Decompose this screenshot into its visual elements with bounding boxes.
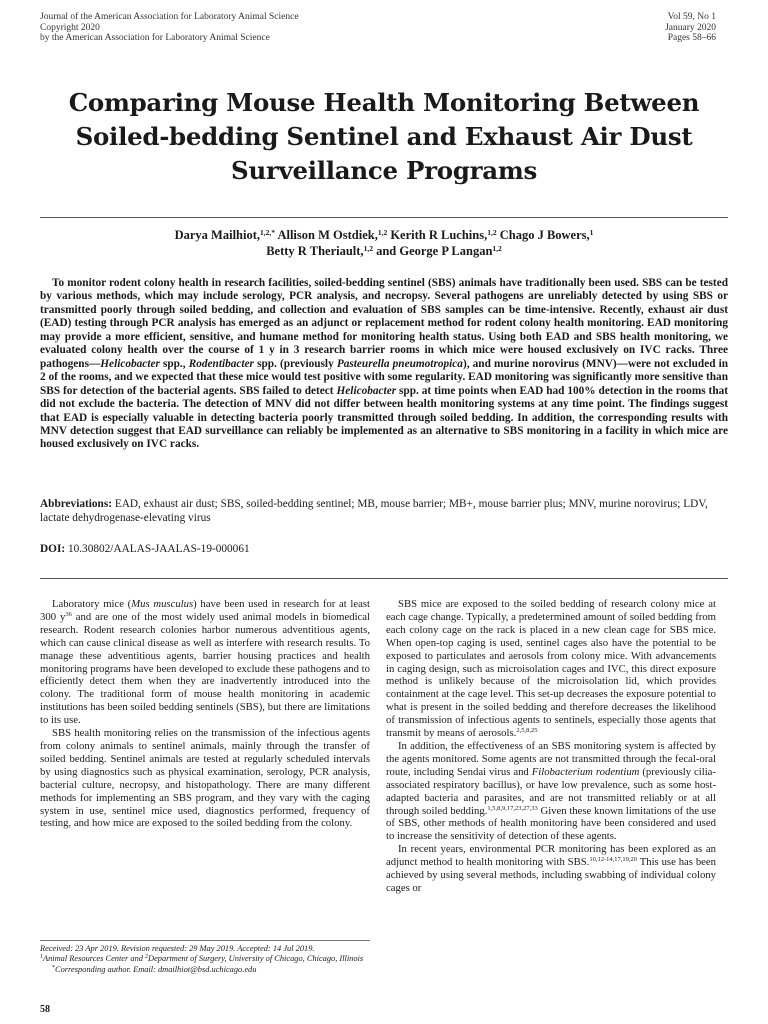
abstract-text: spp. (previously [253, 357, 337, 370]
body-paragraph [386, 598, 716, 740]
body-text: In recent years, environmental PCR monitoring has been explored as an adjunct method to health monitoring with SBS. [386, 843, 716, 869]
footnotes [40, 944, 370, 975]
doi-label: DOI: [40, 543, 66, 555]
abstract-text: spp. at time points when EAD had 100% detection in the rooms that did not exclude the bacteria. The detection of MNV did not differ between health monitoring systems at any time point. The findings suggest that EAD is especially valuable in detecting bacteria poorly transmitted through soiled bedding. In addition, the corresponding results with MNV detection suggest that EAD surveillance can reliably be implemented as an alternative to SBS monitoring in a facility in which mice are housed exclusively on IVC racks. [40, 384, 729, 451]
issue-info [665, 12, 716, 44]
abstract-taxon: Pasteurella pneumotropica [336, 357, 463, 370]
body-column-right [386, 598, 716, 895]
body-column-left [40, 598, 370, 830]
author-affiliation: 1,2 [363, 243, 373, 253]
body-paragraph [386, 843, 716, 895]
body-divider [40, 578, 728, 579]
author-line-2 [40, 244, 728, 260]
journal-header [40, 12, 299, 44]
body-text: and are one of the most widely used animal models in biomedical research. Rodent research colonies harbor numerous adventitious agents, which can cause clinical disease as well as interfere with research results. To manage these adventitious agents, barrier housing practices and health monitoring programs have been developed to exclude these pathogens and to efficiently detect them when they are inadvertently introduced into the colony. The traditional form of mouse health monitoring in academic institutions has been soiled bedding sentinels (SBS), but there are limitations to its use. [40, 610, 371, 727]
affiliations [40, 954, 370, 964]
body-text: SBS mice are exposed to the soiled bedding of research colony mice at each cage change. Typically, a predetermined amount of soiled bedding from each colony cage on the rack is placed in a new clean cage for SBS mice. When open-top caging is used, sentinel cages also have the potential to be exposed to particulates and aerosols from colony mice. With advancements in caging design, such as microisolation cages and IVC, this direct exposure method is unlikely because of the microisolation lid, which provides containment at the cage level. This set-up decreases the exposure potential to what is present in the soiled bedding and therefore decreases the likelihood of transmission of infectious agents to sentinels, especially those agents that transmit by means of aerosols. [386, 598, 716, 740]
abbreviations-label: Abbreviations: [40, 498, 112, 510]
body-paragraph: SBS health monitoring relies on the transmission of the infectious agents from colony animals to sentinel animals, mainly through the transfer of soiled bedding. Sentinel animals are tested at regularly scheduled intervals by using diagnostics such as physical examination, serology, PCR analysis, bacterial culture, necropsy, and histopathology. There are many different methods for implementing an SBS program, and they vary with the caging system in use, sentinel mice used, diagnostics performed, frequency of testing, and how mice are exposed to the soiled bedding from the colony. [40, 727, 370, 830]
corresponding-author [40, 965, 370, 975]
author-list [40, 228, 728, 259]
body-paragraph [386, 740, 716, 843]
author-name: Kerith R Luchins, [390, 228, 488, 242]
abstract-taxon: Helicobacter [336, 384, 397, 397]
abstract-taxon: Rodentibacter [188, 357, 254, 370]
journal-name: Journal of the American Association for Laboratory Animal Science [40, 12, 299, 22]
affiliation-text: Department of Surgery, University of Chicago, Chicago, Illinois [148, 954, 364, 964]
citation-ref[interactable]: 1,5,8,9,17,23,27,33 [487, 804, 538, 812]
author-name: and George P Langan [376, 243, 493, 258]
author-line-1 [40, 228, 728, 244]
corresponding-marker: * [52, 964, 55, 971]
issue-date: January 2020 [665, 22, 716, 33]
author-affiliation: 1,2 [377, 228, 388, 237]
author-name: Allison M Ostdiek, [277, 228, 378, 242]
body-taxon: Mus musculus [131, 598, 194, 610]
footnote-divider [40, 940, 370, 941]
abstract-text: spp., [159, 357, 189, 370]
title-divider [40, 217, 728, 218]
publisher-line: by the American Association for Laboratory Animal Science [40, 33, 270, 44]
abbreviations [40, 497, 728, 525]
corresponding-text[interactable]: Corresponding author. Email: dmailhiot@bsd.uchicago.edu [55, 964, 257, 974]
doi-link[interactable]: 10.30802/AALAS-JAALAS-19-000061 [67, 543, 250, 555]
volume-issue: Vol 59, No 1 [667, 12, 716, 22]
body-text: This use has been achieved by using several methods, including swabbing of individual colony cages or [386, 856, 716, 894]
body-text: ) have been used in research for at least 300 y [40, 598, 371, 623]
article-title: Comparing Mouse Health Monitoring Between Soiled-bedding Sentinel and Exhaust Air Dust Surveillance Programs [68, 88, 700, 185]
abstract-taxon: Helicobacter [100, 357, 160, 370]
affiliation-marker: 2 [145, 954, 149, 961]
received-dates: Received: 23 Apr 2019. Revision requested: 29 May 2019. Accepted: 14 Jul 2019. [40, 944, 315, 953]
abstract [40, 277, 728, 452]
doi [40, 542, 728, 556]
author-affiliation: 1 [589, 228, 594, 237]
body-text: In addition, the effectiveness of an SBS monitoring system is affected by the agents monitored. Some agents are not transmitted through the fecal-oral route, including Sendai virus and [386, 739, 716, 778]
author-affiliation: 1,2 [492, 243, 502, 253]
abstract-text: ), and murine norovirus (MNV)—were not excluded in 2 of the rooms, and we expected that these mice would test positive with some regularity. EAD monitoring was significantly more sensitive than SBS for detection of the bacterial agents. SBS failed to detect [40, 357, 729, 397]
page-range: Pages 58–66 [667, 33, 716, 44]
author-affiliation: 1,2,* [260, 228, 276, 237]
body-paragraph [40, 598, 370, 727]
citation-ref[interactable]: 36 [65, 610, 72, 618]
citation-ref[interactable]: 10,12-14,17,19,20 [589, 856, 638, 864]
affiliation-text: Animal Resources Center and [43, 954, 146, 964]
page-number: 58 [40, 1004, 50, 1015]
body-text: Given these known limitations of the use of SBS, other methods of health monitoring have been considered and used to increase the sensitivity of detection of these agents. [386, 804, 716, 843]
copyright-line: Copyright 2020 [40, 22, 100, 33]
body-taxon: Filobacterium rodentium [531, 765, 640, 778]
abbreviations-text: EAD, exhaust air dust; SBS, soiled-bedding sentinel; MB, mouse barrier; MB+, mouse barrier plus; MNV, murine norovirus; LDV, lactate dehydrogenase-elevating virus [40, 498, 708, 524]
body-text: Laboratory mice ( [52, 598, 132, 610]
abstract-text: To monitor rodent colony health in research facilities, soiled-bedding sentinel (SBS) animals have traditionally been used. SBS can be tested by various methods, which may include serology, PCR analysis, and necropsy. Several pathogens are unreliably detected by using SBS or transmitted poorly through soiled bedding, and collection and evaluation of SBS samples can be time-intensive. Recently, exhaust air dust (EAD) testing through PCR analysis has emerged as an adjunct or replacement method for rodent colony health monitoring. EAD monitoring may provide a more efficient, sensitive, and humane method for monitoring health status. Using both EAD and SBS health monitoring, we evaluated colony health over the course of 1 y in 3 research barrier rooms in which mice were housed exclusively on IVC racks. Three pathogens— [40, 277, 728, 370]
citation-ref[interactable]: 2,5,8,25 [516, 727, 538, 735]
author-name: Betty R Theriault, [266, 243, 364, 258]
affiliation-marker: 1 [40, 954, 43, 961]
author-name: Chago J Bowers, [499, 228, 590, 242]
author-affiliation: 1,2 [487, 228, 497, 237]
author-name: Darya Mailhiot, [174, 228, 261, 242]
body-text: (previously cilia-associated respiratory bacillus), or have low prevalence, such as some host-adapted bacteria and parasites, and are not transmitted reliably or at all through soiled bedding. [386, 765, 716, 817]
